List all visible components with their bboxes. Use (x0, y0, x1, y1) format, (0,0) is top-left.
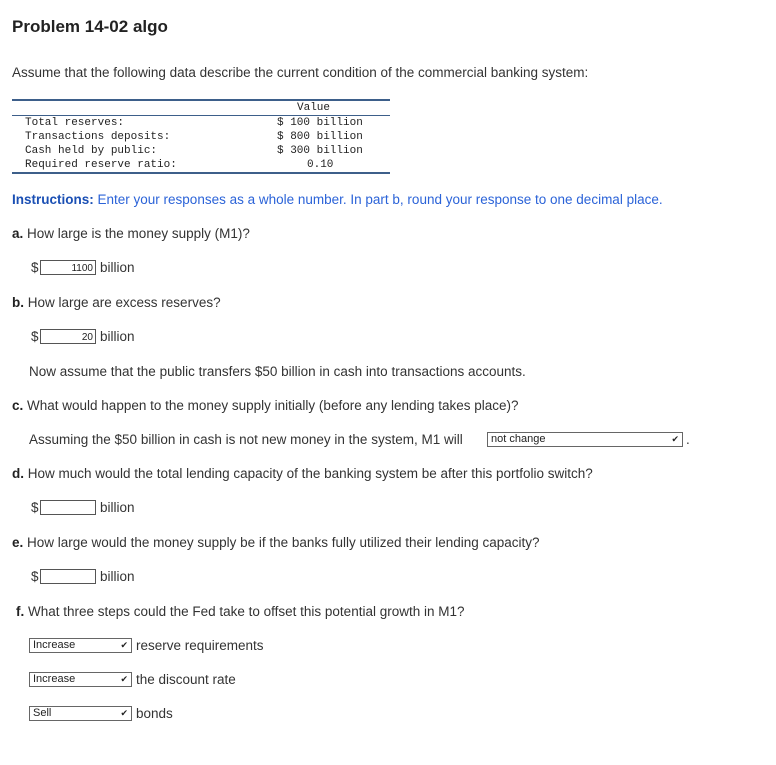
question-text: How large would the money supply be if the banks fully utilized their lending capacity? (23, 535, 540, 550)
question-c (12, 398, 519, 413)
selected-value: Increase (33, 673, 76, 685)
step-label: the discount rate (136, 672, 236, 687)
money-supply-full-input[interactable] (40, 569, 96, 584)
page-title: Problem 14-02 algo (12, 17, 168, 36)
selected-value: not change (491, 433, 546, 445)
question-f (16, 604, 465, 619)
chevron-down-icon: ✔ (120, 708, 128, 718)
row-value: $ 100 billion (277, 117, 363, 129)
money-supply-input[interactable]: 1100 (40, 260, 96, 275)
row-value: $ 800 billion (277, 131, 363, 143)
chevron-down-icon: ✔ (671, 434, 679, 444)
sentence-end: . (686, 432, 690, 447)
chevron-down-icon: ✔ (120, 674, 128, 684)
reserve-requirements-select[interactable] (29, 638, 132, 653)
excess-reserves-input[interactable]: 20 (40, 329, 96, 344)
question-b (12, 295, 221, 310)
row-label: Cash held by public: (25, 145, 158, 157)
currency-symbol: $ (31, 260, 39, 275)
question-text: How much would the total lending capacity of the banking system be after this portfolio switch? (24, 466, 593, 481)
table-row (12, 144, 390, 158)
question-text: How large is the money supply (M1)? (23, 226, 250, 241)
table-row (12, 116, 390, 130)
currency-symbol: $ (31, 329, 39, 344)
value-column-header: Value (297, 102, 331, 114)
row-label: Total reserves: (25, 117, 125, 129)
selected-value: Sell (33, 707, 52, 719)
m1-prompt: Assuming the $50 billion in cash is not new money in the system, M1 will (29, 432, 463, 447)
chevron-down-icon: ✔ (120, 640, 128, 650)
lending-capacity-input[interactable] (40, 500, 96, 515)
unit-label: billion (100, 500, 135, 515)
selected-value: Increase (33, 639, 76, 651)
question-a (12, 226, 250, 241)
discount-rate-select[interactable] (29, 672, 132, 687)
question-letter: f. (16, 604, 25, 619)
question-text: What three steps could the Fed take to offset this potential growth in M1? (24, 604, 465, 619)
m1-change-select[interactable] (487, 432, 683, 447)
instructions-label: Instructions: (12, 192, 94, 207)
unit-label: billion (100, 329, 135, 344)
question-letter: e. (12, 535, 24, 550)
question-e (12, 535, 540, 550)
question-letter: d. (12, 466, 24, 481)
row-value: $ 300 billion (277, 145, 363, 157)
table-row (12, 158, 390, 172)
row-label: Transactions deposits: (25, 131, 171, 143)
intro-text: Assume that the following data describe the current condition of the commercial banking system: (12, 65, 589, 80)
question-letter: a. (12, 226, 24, 241)
instructions (12, 192, 663, 207)
instructions-text: Enter your responses as a whole number. In part b, round your response to one decimal place. (93, 192, 663, 207)
step-label: reserve requirements (136, 638, 264, 653)
row-value: 0.10 (307, 159, 334, 171)
unit-label: billion (100, 260, 135, 275)
table-row (12, 130, 390, 144)
question-text: How large are excess reserves? (24, 295, 221, 310)
unit-label: billion (100, 569, 135, 584)
currency-symbol: $ (31, 500, 39, 515)
question-text: What would happen to the money supply initially (before any lending takes place)? (23, 398, 519, 413)
table-header (12, 101, 390, 116)
transfer-text: Now assume that the public transfers $50 billion in cash into transactions accounts. (29, 364, 526, 379)
row-label: Required reserve ratio: (25, 159, 177, 171)
question-d (12, 466, 593, 481)
bonds-select[interactable] (29, 706, 132, 721)
question-letter: b. (12, 295, 24, 310)
currency-symbol: $ (31, 569, 39, 584)
question-letter: c. (12, 398, 24, 413)
step-label: bonds (136, 706, 173, 721)
data-table (12, 99, 390, 174)
